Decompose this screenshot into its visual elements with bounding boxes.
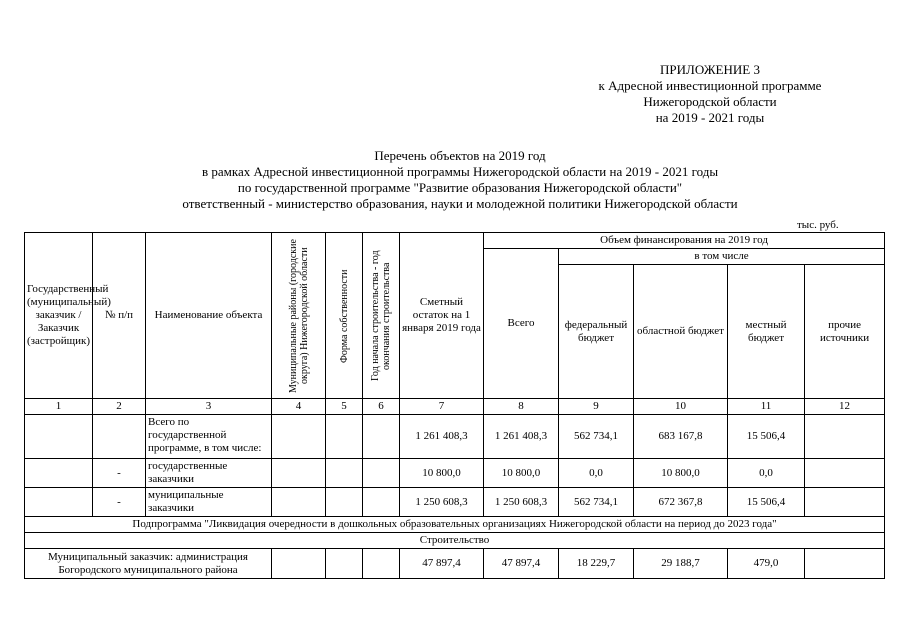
- col-num-5: 5: [326, 399, 363, 415]
- cell-federal: 0,0: [559, 459, 634, 488]
- header-other: прочие источники: [805, 265, 885, 399]
- cell-federal: 562 734,1: [559, 488, 634, 517]
- cell-other: [805, 549, 885, 579]
- cell-estimate: 1 261 408,3: [400, 415, 484, 459]
- cell-estimate: 47 897,4: [400, 549, 484, 579]
- col-num-3: 3: [146, 399, 272, 415]
- cell-other: [805, 415, 885, 459]
- cell-number: -: [93, 488, 146, 517]
- table-row: [25, 549, 885, 579]
- table-row: [25, 415, 885, 459]
- col-num-12: 12: [805, 399, 885, 415]
- header-local: местный бюджет: [728, 265, 805, 399]
- header-years-text: Год начала строительства - год окончания строительства: [370, 250, 392, 381]
- cell-ownership: [326, 459, 363, 488]
- cell-total: 1 250 608,3: [484, 488, 559, 517]
- cell-districts: [272, 415, 326, 459]
- cell-years: [363, 459, 400, 488]
- cell-regional: 683 167,8: [634, 415, 728, 459]
- cell-customer: [25, 459, 93, 488]
- cell-districts: [272, 459, 326, 488]
- header-total: Всего: [484, 249, 559, 399]
- header-ownership-text: Форма собственности: [338, 268, 350, 363]
- cell-ownership: [326, 549, 363, 579]
- title-line-2: в рамках Адресной инвестиционной программы Нижегородской области на 2019 - 2021 годы: [201, 164, 719, 179]
- appendix-line-4: на 2019 - 2021 годы: [655, 110, 765, 125]
- cell-years: [363, 488, 400, 517]
- header-districts-text: Муниципальные районы (городские округа) Нижегородской области: [287, 238, 310, 393]
- cell-districts: [272, 488, 326, 517]
- cell-estimate: 10 800,0: [400, 459, 484, 488]
- header-estimate: Сметный остаток на 1 января 2019 года: [400, 233, 484, 399]
- cell-ownership: [326, 488, 363, 517]
- cell-federal: 562 734,1: [559, 415, 634, 459]
- col-num-8: 8: [484, 399, 559, 415]
- appendix-line-1: ПРИЛОЖЕНИЕ 3: [660, 62, 760, 77]
- table-row: [25, 488, 885, 517]
- col-num-1: 1: [25, 399, 93, 415]
- header-federal: федеральный бюджет: [559, 265, 634, 399]
- appendix-block: [560, 62, 860, 126]
- col-num-4: 4: [272, 399, 326, 415]
- objects-table: [24, 232, 885, 579]
- column-numbers-row: [25, 399, 885, 415]
- title-line-4: ответственный - министерство образования, науки и молодежной политики Нижегородской области: [182, 196, 738, 211]
- cell-years: [363, 549, 400, 579]
- cell-number: [93, 415, 146, 459]
- cell-name: муниципальные заказчики: [146, 488, 272, 517]
- header-customer: Государственный (муниципальный) заказчик / Заказчик (застройщик): [25, 233, 93, 399]
- document-title: [90, 148, 830, 212]
- col-num-2: 2: [93, 399, 146, 415]
- header-districts: [272, 233, 326, 399]
- cell-years: [363, 415, 400, 459]
- customer-row-name: Муниципальный заказчик: администрация Богородского муниципального района: [25, 549, 272, 579]
- header-years: [363, 233, 400, 399]
- title-line-3: по государственной программе "Развитие образования Нижегородской области": [237, 180, 683, 195]
- header-regional: областной бюджет: [634, 265, 728, 399]
- title-line-1: Перечень объектов на 2019 год: [374, 148, 546, 163]
- cell-local: 479,0: [728, 549, 805, 579]
- cell-districts: [272, 549, 326, 579]
- col-num-7: 7: [400, 399, 484, 415]
- cell-regional: 29 188,7: [634, 549, 728, 579]
- cell-federal: 18 229,7: [559, 549, 634, 579]
- header-funding: Объем финансирования на 2019 год: [484, 233, 885, 249]
- col-num-10: 10: [634, 399, 728, 415]
- cell-regional: 672 367,8: [634, 488, 728, 517]
- subprogram-row: Подпрограмма "Ликвидация очередности в дошкольных образовательных организациях Нижегородской области на период до 2023 года": [25, 517, 885, 533]
- cell-local: 15 506,4: [728, 488, 805, 517]
- cell-estimate: 1 250 608,3: [400, 488, 484, 517]
- header-including: в том числе: [559, 249, 885, 265]
- header-name: Наименование объекта: [146, 233, 272, 399]
- cell-name: Всего по государственной программе, в том числе:: [146, 415, 272, 459]
- cell-customer: [25, 415, 93, 459]
- appendix-line-3: Нижегородской области: [643, 94, 777, 109]
- cell-name: государственные заказчики: [146, 459, 272, 488]
- cell-total: 1 261 408,3: [484, 415, 559, 459]
- cell-total: 10 800,0: [484, 459, 559, 488]
- table-row: [25, 459, 885, 488]
- header-number: № п/п: [93, 233, 146, 399]
- cell-local: 0,0: [728, 459, 805, 488]
- cell-local: 15 506,4: [728, 415, 805, 459]
- section-row: Строительство: [25, 533, 885, 549]
- col-num-9: 9: [559, 399, 634, 415]
- cell-other: [805, 459, 885, 488]
- col-num-6: 6: [363, 399, 400, 415]
- cell-total: 47 897,4: [484, 549, 559, 579]
- units-label: тыс. руб.: [797, 219, 839, 231]
- cell-regional: 10 800,0: [634, 459, 728, 488]
- cell-number: -: [93, 459, 146, 488]
- appendix-line-2: к Адресной инвестиционной программе: [598, 78, 822, 93]
- cell-ownership: [326, 415, 363, 459]
- cell-customer: [25, 488, 93, 517]
- header-ownership: [326, 233, 363, 399]
- cell-other: [805, 488, 885, 517]
- col-num-11: 11: [728, 399, 805, 415]
